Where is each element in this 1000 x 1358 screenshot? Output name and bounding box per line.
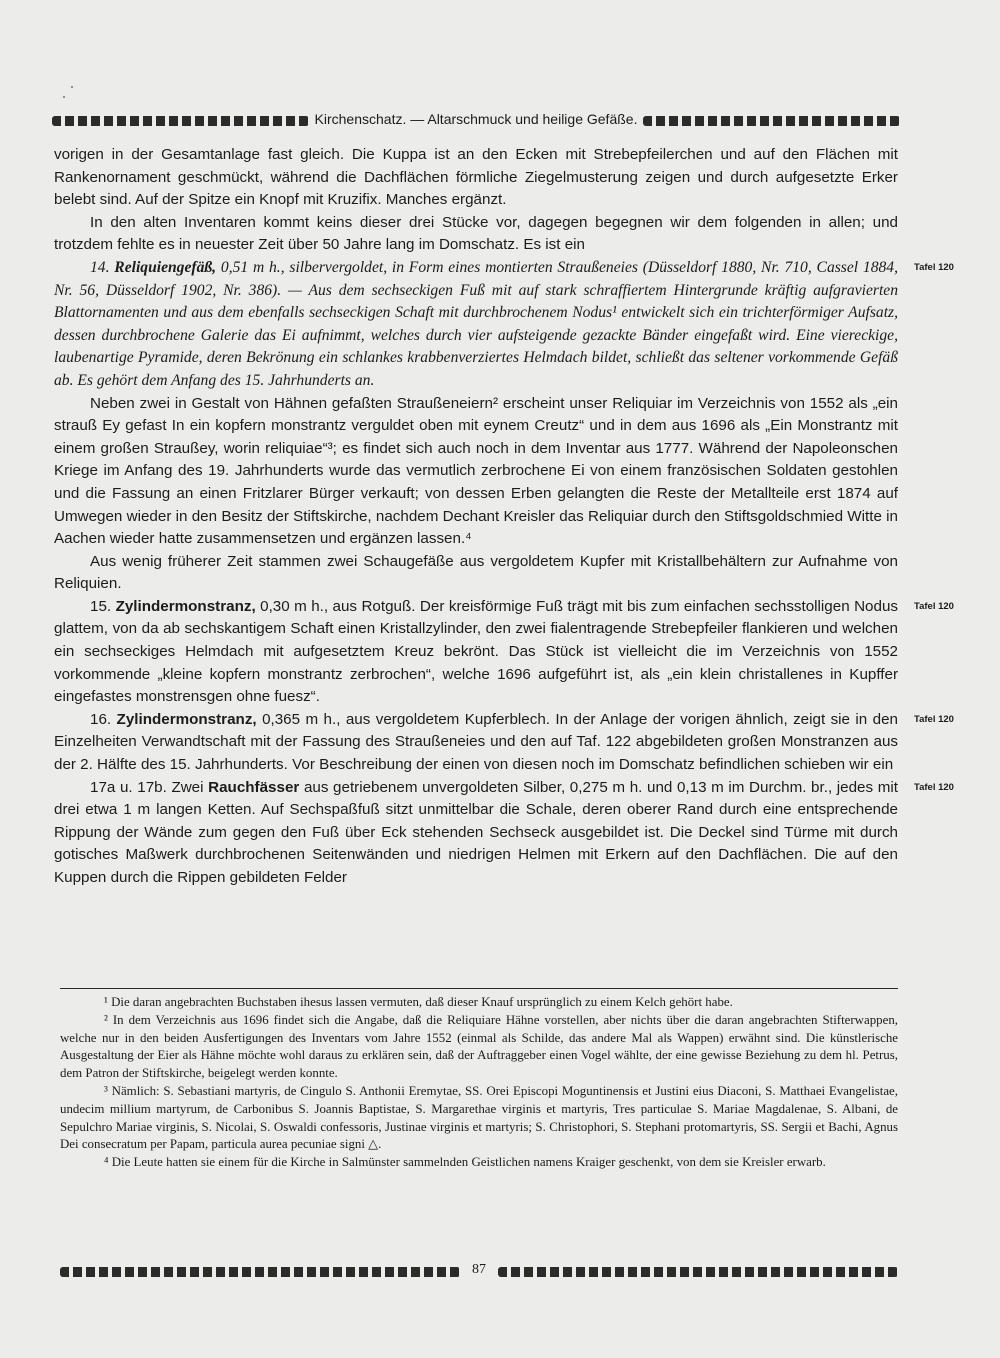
entry-15 <box>54 596 954 709</box>
entry-title: Rauchfässer <box>208 778 300 796</box>
footnotes <box>60 994 898 1172</box>
header-ornament-left <box>52 116 309 126</box>
margin-note-tafel: Tafel 120 <box>914 261 954 273</box>
main-text <box>54 144 954 890</box>
entry-title: Zylindermonstranz, <box>116 710 257 728</box>
margin-note-tafel: Tafel 120 <box>914 600 954 612</box>
paragraph: Aus wenig früherer Zeit stammen zwei Schaugefäße aus vergoldetem Kupfer mit Kristallbehältern zur Aufnahme von Reliquien. <box>54 552 898 593</box>
footnote-2: ² In dem Verzeichnis aus 1696 findet sich die Angabe, daß die Reliquiare Hähne vorstellen, aber nichts über die daran angebrachten Stifterwappen, welche nur in den beiden Ausfertigungen des Inventars vom Jahre 1552 (einmal als Schilde, das andere Mal als Wappen) erwähnt sind. Die künstlerische Ausgestaltung der Eier als Hähne möchte wohl daraus zu erklären sein, daß der Auftraggeber einen Vogel wählte, der eine gewisse Beziehung zu dem hl. Petrus, dem Patron der Stiftskirche, beigelegt werden konnte. <box>60 1012 898 1081</box>
footnote-rule <box>60 988 898 989</box>
page-number: 87 <box>472 1262 486 1277</box>
header-ornament-right <box>643 116 900 126</box>
paragraph: Neben zwei in Gestalt von Hähnen gefaßten Straußeneiern² erscheint unser Reliquiar im Verzeichnis von 1552 als „ein strauß Ey gefast In ein kopfern monstrantz verguldet oben mit eynem Creutz“ und in dem aus 1696 als „Ein Monstrantz mit einem großen Straußey, worin reliquiae“³; es findet sich auch noch in dem Inventar aus 1777. Während der Napoleonschen Kriege im Anfang des 19. Jahrhunderts wurde das vermutlich zerbrochene Ei von einem französischen Soldaten gestohlen und die Fassung an einen Fritzlarer Bürger verkauft; von dessen Erben gelangten die Reste der Metallteile erst 1874 auf Umwegen wieder in den Besitz der Stiftskirche, nachdem Dechant Kreisler das Reliquiar durch den Stiftsgoldschmied Witte in Aachen wieder hatte zusammensetzen und ergänzen lassen.⁴ <box>54 394 898 548</box>
footer-ornament-right <box>498 1267 898 1277</box>
paragraph: vorigen in der Gesamtanlage fast gleich. Die Kuppa ist an den Ecken mit Strebepfeilerchen und auf den Flächen mit Rankenornament geschmückt, während die Dachflächen förmliche Ziegelmusterung zeigen und durch aufgesetzte Erker belebt sind. Auf der Spitze ein Knopf mit Kruzifix. Manches ergänzt. <box>54 146 898 209</box>
header-title: Kirchenschatz. — Altarschmuck und heilige Gefäße. <box>314 111 638 127</box>
entry-text: 0,365 m h., aus vergoldetem Kupferblech. In der Anlage der vorigen ähnlich, zeigt sie in den Einzelheiten Verwandtschaft mit der Fassung des Straußeneies und den auf Taf. 122 abgebildeten großen Monstranzen aus der 2. Hälfte des 15. Jahrhunderts. Vor Beschreibung der einen von diesen noch im Domschatz befindlichen schieben wir ein <box>54 710 898 774</box>
entry-text: Zwei <box>171 778 204 796</box>
entry-number: 14. <box>90 258 110 276</box>
footnote-1: ¹ Die daran angebrachten Buchstaben ihesus lassen vermuten, daß dieser Knauf ursprünglich zu einem Kelch gehört habe. <box>104 995 733 1009</box>
entry-text: 0,30 m h., aus Rotguß. Der kreisförmige Fuß trägt mit bis zum einfachen sechsstolligen Nodus glattem, von da ab sechskantigem Schaft einen Kristallzylinder, den zwei fialentragende Strebepfeiler flankieren und welchen ein sechseckiges Helmdach mit aufgesetztem Kreuz bekrönt. Das Stück ist vielleicht die im Verzeichnis von 1552 vorkommende „kleine kopfern monstrantz zerbrochen“, welche 1696 aufgeführt ist, als „ein klein christallenes in Kupffer eingefastes monstrensgen ohne fuesz“. <box>54 597 898 706</box>
print-speck <box>63 96 65 98</box>
footnote-4: ⁴ Die Leute hatten sie einem für die Kirche in Salmünster sammelnden Geistlichen namens Kraiger geschenkt, von dem sie Kreisler erwarb. <box>104 1155 826 1170</box>
entry-number: 16. <box>90 710 112 728</box>
entry-text: aus getriebenem unvergoldeten Silber, 0,275 m h. und 0,13 m im Durchm. br., jedes mit drei etwa 1 m langen Ketten. Auf Sechspaßfuß sitzt unmittelbar die Schale, deren oberer Rand durch eine entsprechende Rippung der Wände zum gegen den Fuß über Eck stehenden Sechseck ausgebildet ist. Die Deckel sind Türme mit durch gotisches Maßwerk durchbrochenen Seitenwänden und niedrigen Helmen mit Erkern auf den Dachflächen. Die auf den Kuppen durch die Rippen gebildeten Felder <box>54 778 898 886</box>
entry-17 <box>54 777 954 890</box>
running-header <box>52 108 900 130</box>
entry-text: 0,51 m h., silbervergoldet, in Form eines montierten Straußeneies (Düsseldorf 1880, Nr. 710, Cassel 1884, Nr. 56, Düsseldorf 1902, Nr. 386). — Aus dem sechseckigen Fuß mit auf stark schraffiertem Hintergrunde kräftig aufgravierten Blattornamenten und aus dem ebenfalls sechseckigen Schaft mit durchbrochenem Nodus¹ entwickelt sich ein trichterförmiger Aufsatz, dessen durchbrochene Galerie das Ei aufnimmt, welches durch vier aufsteigende gezackte Bänder eingefaßt wird. Eine viereckige, laubenartige Pyramide, deren Bekrönung ein schlankes krabbenverziertes Helmdach bildet, schließt das seltener vorkommende Gefäß ab. Es gehört dem Anfang des 15. Jahrhunderts an. <box>54 258 898 389</box>
entry-number: 17a u. 17b. <box>90 778 167 796</box>
entry-number: 15. <box>90 597 112 615</box>
entry-16 <box>54 709 954 777</box>
entry-title: Zylindermonstranz, <box>115 597 256 615</box>
margin-note-tafel: Tafel 120 <box>914 781 954 793</box>
footer-ornament-left <box>60 1267 460 1277</box>
print-speck <box>71 86 73 88</box>
margin-note-tafel: Tafel 120 <box>914 713 954 725</box>
entry-title: Reliquiengefäß, <box>114 258 217 276</box>
entry-14 <box>54 257 954 393</box>
paragraph: In den alten Inventaren kommt keins dieser drei Stücke vor, dagegen begegnen wir dem folgenden in allen; und trotzdem fehlte es in neuester Zeit über 50 Jahre lang im Domschatz. Es ist ein <box>54 213 898 254</box>
page-footer <box>60 1261 898 1279</box>
footnote-3: ³ Nämlich: S. Sebastiani martyris, de Cingulo S. Anthonii Eremytae, SS. Orei Episcopi Moguntinensis et Justini eius Diaconi, S. Matthaei Evangelistae, undecim millium martyrum, de Carbonibus S. Joannis Baptistae, S. Margarethae virginis et martyris, Tres particulae S. Mariae Magdalenae, S. Albani, de Sepulchro Mariae virginis, S. Nicolai, S. Oswaldi confessoris, Justinae virginis et martyris; S. Christophori, S. Stephani protomartyris, SS. Sergii et Bachi, Agnus Dei consecratum per Papam, particula aurea pecuniae signi △. <box>60 1083 898 1152</box>
